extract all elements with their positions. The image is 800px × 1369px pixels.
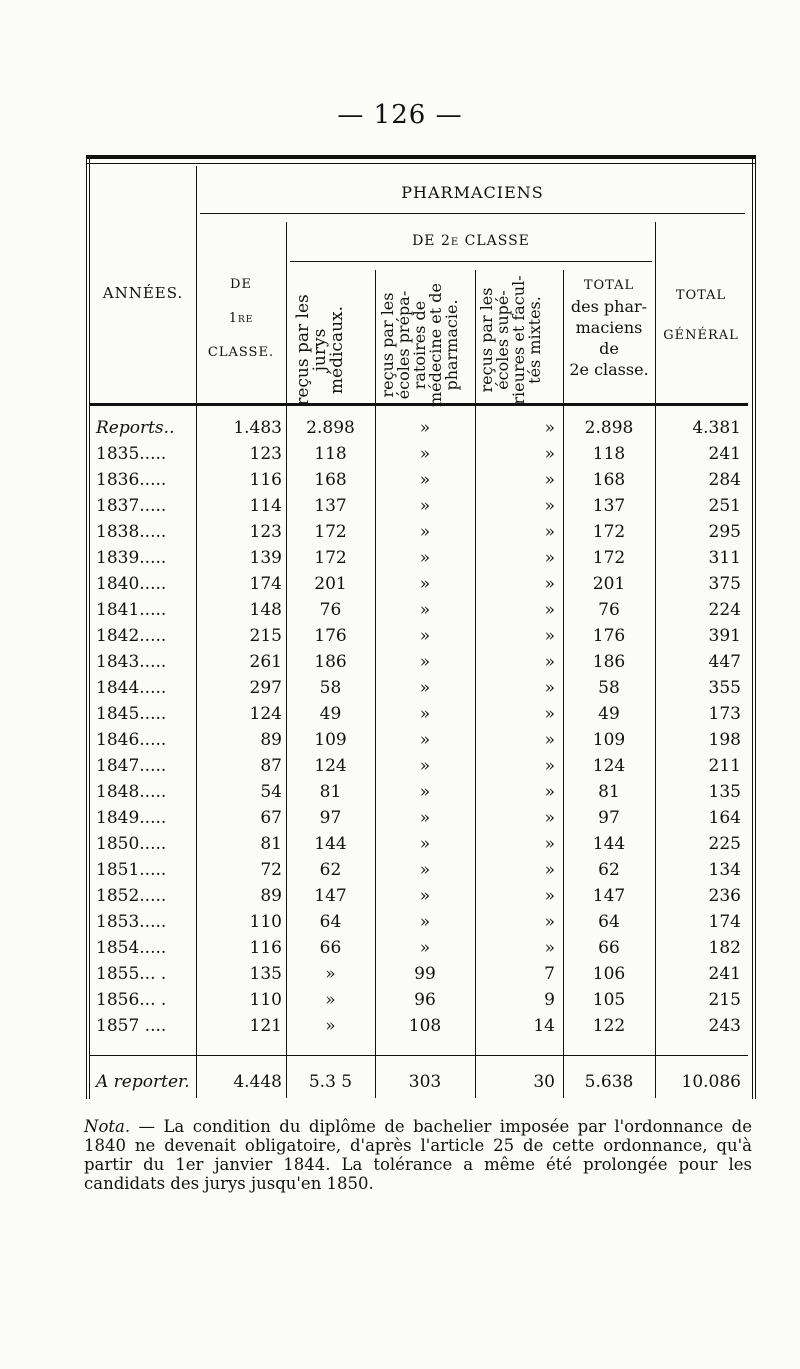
cell-1re-classe: 261 [249,652,282,672]
cell-total-2e: 172 [592,548,626,568]
cell-ecoles-sup: » [544,574,555,594]
cell-ecoles-sup: » [544,756,555,776]
cell-year: 1848..... [96,782,167,802]
cell-ecoles-prep: » [419,938,431,958]
cell-ecoles-prep: » [419,626,431,646]
cell-ecoles-sup: » [544,860,555,880]
cell-total-general: 447 [708,652,741,672]
cell-jurys: 124 [314,756,347,776]
cell-1re-classe: 87 [260,756,282,776]
header-total-general-line2: GÉNÉRAL [663,328,739,343]
cell-ecoles-prep: » [419,860,431,880]
cell-ecoles-prep: » [419,444,431,464]
cell-total-general: 355 [708,678,741,698]
header-total-general [655,276,747,356]
cell-ecoles-sup: 14 [533,1016,555,1036]
cell-total-2e: 49 [598,704,620,724]
table-row [90,860,748,886]
table-row [90,626,748,652]
table-row [90,808,748,834]
cell-year: 1852..... [96,886,167,906]
cell-total-general: 211 [708,756,741,776]
cell-1re-classe: 121 [249,1016,282,1036]
header-total-2e-line2: des phar- [570,297,648,316]
table-row [90,678,748,704]
cell-total-general: 224 [708,600,741,620]
cell-ecoles-sup: » [544,678,555,698]
table-row [90,782,748,808]
cell-total-2e: 122 [592,1016,626,1036]
cell-ecoles-sup: » [544,626,555,646]
cell-ecoles-sup: » [544,808,555,828]
cell-1re-classe: 116 [249,938,282,958]
cell-total-general: 164 [708,808,741,828]
cell-1re-classe: 110 [249,912,282,932]
header-annees: ANNÉES. [102,284,184,302]
cell-ecoles-prep: » [419,574,431,594]
cell-year: 1840..... [96,574,167,594]
table-row [90,730,748,756]
cell-ecoles-prep: » [419,600,431,620]
cell-total-general: 10.086 [681,1072,741,1092]
cell-total-general: 311 [708,548,741,568]
cell-1re-classe: 135 [249,964,282,984]
cell-ecoles-prep: » [419,652,431,672]
header-total-2e-line3: maciens [575,318,643,337]
cell-total-2e: 62 [598,860,620,880]
cell-ecoles-prep: » [419,834,431,854]
cell-ecoles-prep: » [419,912,431,932]
footer-top-rule [90,1055,748,1056]
cell-ecoles-prep: » [419,756,431,776]
deuxieme-classe-rule [290,261,652,262]
cell-year: 1843..... [96,652,167,672]
page-number: — 126 — [337,100,463,130]
header-premiere-classe-line2: 1re [228,311,254,326]
cell-ecoles-sup: » [544,704,555,724]
cell-1re-classe: 1.483 [233,418,282,438]
cell-year: 1836..... [96,470,167,490]
table-footer-row [90,1072,748,1098]
cell-1re-classe: 139 [249,548,282,568]
cell-year: 1847..... [96,756,167,776]
cell-ecoles-sup: » [544,548,555,568]
cell-ecoles-prep: » [419,730,431,750]
cell-ecoles-sup: » [544,912,555,932]
cell-total-general: 134 [708,860,741,880]
cell-ecoles-prep: » [419,470,431,490]
cell-ecoles-prep: » [419,418,431,438]
cell-1re-classe: 110 [249,990,282,1010]
cell-ecoles-sup: » [544,834,555,854]
cell-total-2e: 2.898 [584,418,634,438]
table-row [90,912,748,938]
cell-year: 1846..... [96,730,167,750]
cell-jurys: » [325,1016,336,1036]
cell-total-general: 243 [708,1016,741,1036]
cell-year: 1849..... [96,808,167,828]
cell-year: 1844..... [96,678,167,698]
header-ecoles-sup: reçus par les écoles supé- rieures et facul- tés mixtes. [477,275,544,405]
cell-total-general: 4.381 [692,418,741,438]
cell-total-general: 284 [708,470,741,490]
table-row [90,548,748,574]
cell-1re-classe: 123 [249,522,282,542]
cell-year: 1854..... [96,938,167,958]
header-ecoles-prep: reçus par les écoles prépa- ratoires de médecine et de pharmacie. [378,283,461,407]
cell-year: 1850..... [96,834,167,854]
cell-total-2e: 66 [598,938,620,958]
cell-jurys: 186 [314,652,347,672]
cell-1re-classe: 215 [249,626,282,646]
cell-1re-classe: 67 [260,808,282,828]
cell-year: 1839..... [96,548,167,568]
cell-total-2e: 64 [598,912,620,932]
cell-year: 1855... . [96,964,167,984]
cell-ecoles-prep: 303 [408,1072,442,1092]
cell-year: 1845..... [96,704,167,724]
cell-jurys: 81 [319,782,342,802]
cell-1re-classe: 4.448 [233,1072,282,1092]
cell-ecoles-sup: » [544,782,555,802]
cell-jurys: 62 [319,860,342,880]
cell-1re-classe: 174 [249,574,282,594]
cell-year: A reporter. [96,1072,190,1092]
header-total-general-line1: TOTAL [675,288,727,303]
table-row [90,990,748,1016]
cell-ecoles-sup: » [544,652,555,672]
table-row [90,522,748,548]
cell-jurys: 168 [314,470,347,490]
cell-total-2e: 176 [592,626,626,646]
cell-jurys: » [325,990,336,1010]
cell-ecoles-sup: » [544,496,555,516]
cell-jurys: 172 [314,522,347,542]
cell-jurys: 5.3 5 [308,1072,353,1092]
pharmaciens-rule [200,213,745,214]
cell-ecoles-prep: » [419,808,431,828]
cell-ecoles-sup: » [544,938,555,958]
cell-1re-classe: 124 [249,704,282,724]
cell-total-general: 182 [708,938,741,958]
cell-1re-classe: 116 [249,470,282,490]
table-row [90,574,748,600]
cell-total-2e: 124 [592,756,626,776]
cell-1re-classe: 81 [260,834,282,854]
cell-total-2e: 106 [592,964,626,984]
cell-total-general: 198 [708,730,741,750]
cell-1re-classe: 89 [260,730,282,750]
table-row [90,938,748,964]
cell-total-2e: 172 [592,522,626,542]
header-total-2e [563,275,655,380]
header-total-2e-line5: 2e classe. [569,360,649,379]
cell-1re-classe: 148 [249,600,282,620]
table-row [90,756,748,782]
cell-ecoles-sup: 30 [533,1072,555,1092]
cell-jurys: 64 [319,912,342,932]
cell-ecoles-sup: » [544,522,555,542]
cell-ecoles-prep: 96 [414,990,436,1010]
cell-ecoles-prep: 99 [414,964,436,984]
cell-total-general: 391 [708,626,741,646]
cell-year: 1842..... [96,626,167,646]
cell-jurys: 137 [314,496,347,516]
cell-jurys: 147 [314,886,347,906]
cell-total-2e: 105 [592,990,626,1010]
cell-jurys: 144 [314,834,347,854]
cell-total-general: 135 [708,782,741,802]
table-row [90,418,748,444]
nota-label: Nota. [84,1117,131,1136]
cell-jurys: » [325,964,336,984]
cell-total-2e: 97 [598,808,620,828]
cell-ecoles-prep: 108 [408,1016,442,1036]
cell-ecoles-prep: » [419,522,431,542]
cell-total-general: 174 [708,912,741,932]
cell-jurys: 2.898 [306,418,355,438]
table-row [90,1016,748,1042]
cell-total-2e: 81 [598,782,620,802]
cell-ecoles-sup: » [544,470,555,490]
cell-ecoles-prep: » [419,886,431,906]
cell-jurys: 201 [314,574,347,594]
cell-year: 1851..... [96,860,167,880]
cell-jurys: 172 [314,548,347,568]
table-row [90,470,748,496]
nota-paragraph [84,1117,752,1193]
header-premiere-classe-line3: CLASSE. [207,345,275,360]
cell-ecoles-sup: » [544,444,555,464]
cell-1re-classe: 72 [260,860,282,880]
header-total-2e-line4: de [599,339,619,358]
cell-total-2e: 186 [592,652,626,672]
cell-ecoles-prep: » [419,782,431,802]
cell-total-2e: 58 [598,678,620,698]
table-row [90,496,748,522]
cell-jurys: 109 [314,730,347,750]
cell-total-general: 225 [708,834,741,854]
cell-ecoles-sup: » [544,600,555,620]
cell-year: 1857 .... [96,1016,167,1036]
table-row [90,652,748,678]
cell-jurys: 176 [314,626,347,646]
cell-total-2e: 109 [592,730,626,750]
cell-total-general: 241 [708,444,741,464]
cell-total-general: 173 [708,704,741,724]
cell-ecoles-prep: » [419,548,431,568]
cell-ecoles-sup: 7 [544,964,555,984]
cell-total-general: 251 [708,496,741,516]
cell-year: 1837..... [96,496,167,516]
table-row [90,444,748,470]
cell-total-general: 236 [708,886,741,906]
cell-year: 1853..... [96,912,167,932]
cell-total-2e: 201 [592,574,626,594]
cell-total-general: 295 [708,522,741,542]
cell-ecoles-sup: 9 [544,990,555,1010]
cell-ecoles-prep: » [419,496,431,516]
table-row [90,964,748,990]
cell-ecoles-prep: » [419,678,431,698]
cell-year: 1835..... [96,444,167,464]
cell-ecoles-sup: » [544,418,555,438]
cell-total-general: 241 [708,964,741,984]
cell-total-2e: 168 [592,470,626,490]
header-jurys: reçus par les jurys médicaux. [293,294,347,406]
cell-total-2e: 137 [592,496,626,516]
cell-jurys: 66 [319,938,342,958]
cell-total-2e: 144 [592,834,626,854]
header-deuxieme-classe: DE 2e CLASSE [412,233,530,249]
cell-1re-classe: 114 [249,496,282,516]
table-row [90,600,748,626]
cell-1re-classe: 54 [260,782,282,802]
cell-year: 1856... . [96,990,167,1010]
header-total-2e-line1: TOTAL [583,278,635,293]
cell-1re-classe: 89 [260,886,282,906]
cell-total-2e: 76 [598,600,620,620]
table-row [90,834,748,860]
header-premiere-classe [196,268,286,370]
header-premiere-classe-line1: DE [230,277,252,292]
cell-ecoles-sup: » [544,730,555,750]
cell-jurys: 58 [319,678,342,698]
cell-total-general: 375 [708,574,741,594]
cell-total-2e: 118 [592,444,626,464]
table-row [90,704,748,730]
cell-year: 1838..... [96,522,167,542]
cell-total-2e: 147 [592,886,626,906]
table-row [90,886,748,912]
cell-jurys: 118 [314,444,347,464]
cell-ecoles-prep: » [419,704,431,724]
cell-jurys: 97 [319,808,342,828]
cell-total-general: 215 [708,990,741,1010]
cell-jurys: 76 [319,600,342,620]
cell-1re-classe: 123 [249,444,282,464]
cell-year: 1841..... [96,600,167,620]
nota-text: — La condition du diplôme de bachelier imposée par l'ordonnance de 1840 ne devenait obligatoire, d'après l'article 25 de cette ordonnance, qu'à partir du 1er janvier 1844. La tolérance a même été prolongée pour les candidats des jurys jusqu'en 1850. [84,1117,752,1193]
cell-1re-classe: 297 [249,678,282,698]
cell-year: Reports.. [96,418,175,438]
cell-total-2e: 5.638 [584,1072,634,1092]
header-pharmaciens: PHARMACIENS [401,183,544,202]
cell-jurys: 49 [319,704,342,724]
cell-ecoles-sup: » [544,886,555,906]
